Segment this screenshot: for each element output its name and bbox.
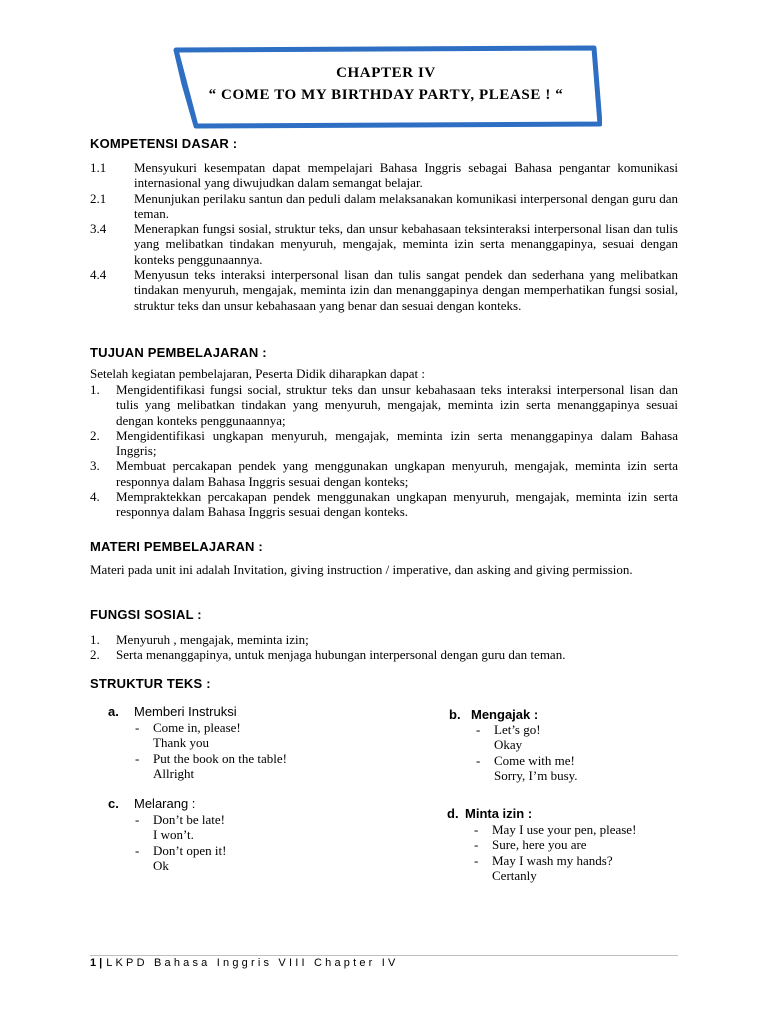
item-number: 1. [90,382,100,397]
tujuan-item [90,428,678,459]
kompetensi-item [90,221,678,267]
example-line: Allright [153,765,195,781]
kompetensi-heading: KOMPETENSI DASAR : [90,136,238,151]
item-text: Mempraktekkan percakapan pendek menggunakan ungkapan menyuruh, mengajak, meminta izin serta responnya dalam Bahasa Inggris sesuai dengan konteks. [116,489,678,520]
tujuan-heading: TUJUAN PEMBELAJARAN : [90,345,267,360]
section-marker: d. [447,806,459,821]
section-title: Mengajak : [471,707,539,722]
kompetensi-list [90,160,678,313]
item-number: 4.4 [90,267,107,283]
struktur-d-examples [474,822,636,883]
fungsi-item [90,647,678,662]
fungsi-item [90,632,678,647]
tujuan-item [90,382,678,428]
example-line: - Come in, please! [135,720,241,735]
section-marker: c. [108,796,119,811]
title-banner [170,62,602,106]
item-number: 4. [90,489,100,505]
footer-rule [90,955,678,956]
struktur-b-examples [476,722,578,783]
item-number: 1. [90,632,100,647]
section-title: Minta izin : [465,806,533,821]
item-text: Mengidentifikasi fungsi social, struktur teks dan unsur kebahasaan teks interaksi interpersonal lisan dan tulis yang melibatkan tindakan yang menyuruh, mengajak, meminta izin serta menanggapinya sesuai dengan konteks penggunaannya; [116,382,678,428]
kompetensi-item [90,191,678,222]
tujuan-list [90,382,678,520]
item-number: 3.4 [90,221,107,237]
section-marker: b. [449,707,461,722]
example-line: - Sure, here you are [474,837,587,853]
example-line: Sorry, I’m busy. [494,767,578,783]
item-text: Serta menanggapinya, untuk menjaga hubungan interpersonal dengan guru dan teman. [116,647,566,663]
section-title: Memberi Instruksi [134,704,237,719]
fungsi-list [90,632,678,663]
struktur-heading: STRUKTUR TEKS : [90,676,211,691]
item-text: Menunjukan perilaku santun dan peduli dalam melaksanakan komunikasi interpersonal dengan guru dan teman. [134,190,678,221]
struktur-c-heading [108,796,195,811]
fungsi-heading: FUNGSI SOSIAL : [90,607,202,622]
struktur-b-heading [449,707,538,722]
item-text: Mensyukuri kesempatan dapat mempelajari Bahasa Inggris sebagai Bahasa pengantar komunikasi internasional yang diwujudkan dalam semangat belajar. [134,160,678,191]
item-number: 2.1 [90,190,107,206]
example-line: - May I use your pen, please! [474,822,637,837]
item-text: Menyuruh , mengajak, meminta izin; [116,632,309,647]
tujuan-intro: Setelah kegiatan pembelajaran, Peserta Didik diharapkan dapat : [90,366,425,381]
materi-heading: MATERI PEMBELAJARAN : [90,539,263,554]
struktur-c-examples [135,812,226,873]
example-line: - Come with me! [476,752,575,768]
kompetensi-item [90,267,678,313]
struktur-a-heading [108,704,237,719]
example-line: I won’t. [153,827,194,843]
page-footer [90,957,399,969]
example-line: - Don’t be late! [135,812,225,827]
example-line: - Put the book on the table! [135,750,287,766]
page-number: 1 [90,957,97,969]
example-line: Ok [153,857,169,873]
item-number: 3. [90,458,100,474]
footer-separator: | [99,957,103,969]
item-number: 1.1 [90,160,107,175]
materi-text: Materi pada unit ini adalah Invitation, giving instruction / imperative, dan asking and giving permission. [90,562,633,577]
example-line: - Don’t open it! [135,842,227,858]
chapter-title: “ COME TO MY BIRTHDAY PARTY, PLEASE ! “ [208,87,564,103]
example-line: Thank you [153,735,209,751]
chapter-label: CHAPTER IV [336,65,436,81]
item-text: Menerapkan fungsi sosial, struktur teks, dan unsur kebahasaan teksinteraksi interpersonal lisan dan tulis yang melibatkan tindakan menyuruh, mengajak, meminta izin serta menanggapinya, sesuai dengan konteks penggunaannya. [134,221,678,267]
footer-text: LKPD Bahasa Inggris VIII Chapter IV [106,957,399,969]
example-line: - May I wash my hands? [474,852,613,868]
item-number: 2. [90,647,100,663]
example-line: Okay [494,737,523,753]
kompetensi-item [90,160,678,191]
item-text: Membuat percakapan pendek yang menggunakan ungkapan menyuruh, mengajak, meminta izin serta responnya dalam Bahasa Inggris sesuai dengan konteks; [116,458,678,489]
struktur-d-heading [447,806,532,821]
example-line: - Let’s go! [476,722,541,737]
example-line: Certanly [492,867,537,883]
section-title: Melarang : [134,796,196,811]
section-marker: a. [108,704,119,719]
item-number: 2. [90,427,100,443]
item-text: Mengidentifikasi ungkapan menyuruh, mengajak, meminta izin serta menanggapinya dalam Bahasa Inggris; [116,427,678,459]
struktur-a-examples [135,720,287,781]
tujuan-item [90,458,678,489]
tujuan-item [90,489,678,520]
item-text: Menyusun teks interaksi interpersonal lisan dan tulis sangat pendek dan sederhana yang melibatkan tindakan menyuruh, mengajak, meminta izin dan menanggapinya dengan memperhatikan fungsi sosial, struktur teks dan unsur kebahasaan yang benar dan sesuai dengan konteks. [134,267,678,313]
